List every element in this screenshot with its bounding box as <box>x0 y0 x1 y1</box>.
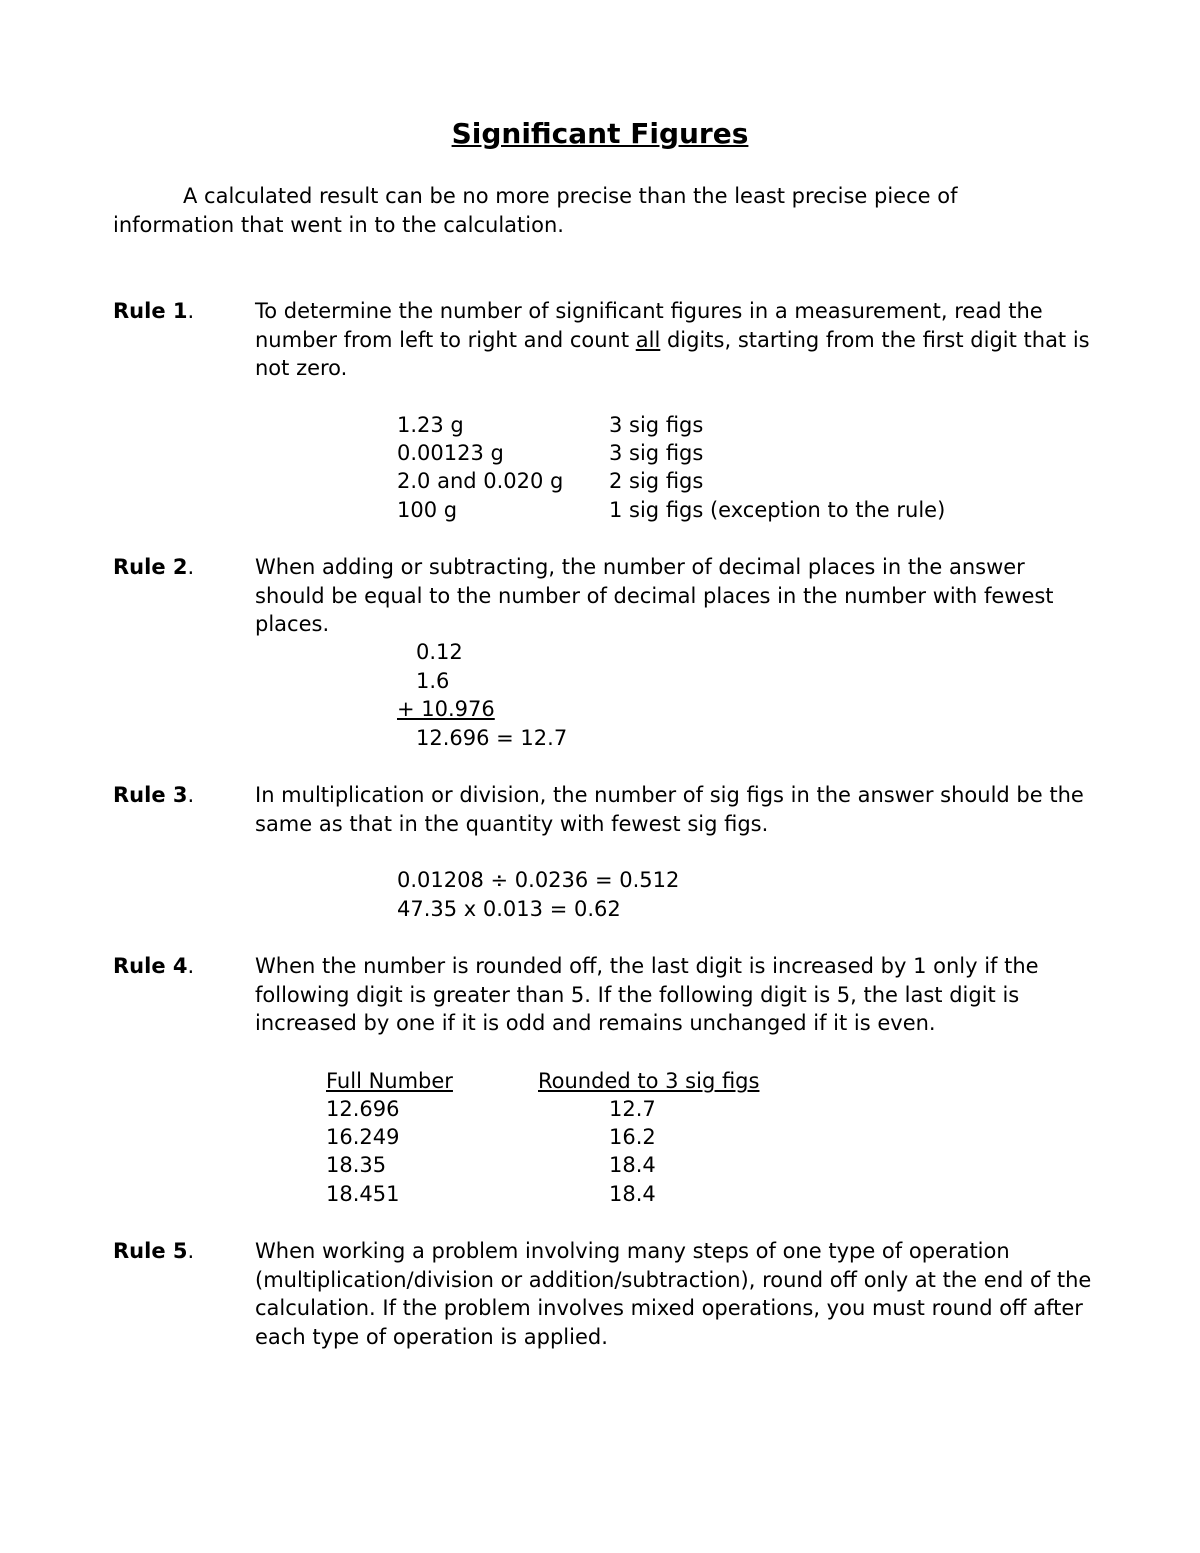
underlined-word: all <box>635 327 661 352</box>
table-cell: 18.4 <box>609 1153 656 1177</box>
page-title: Significant Figures <box>451 117 749 150</box>
rule-3-text: In multiplication or division, the number of sig figs in the answer should be the same as that in the quantity with fewest sig figs. <box>255 783 1084 836</box>
table-cell: 16.249 <box>326 1125 400 1149</box>
rule-2-text: When adding or subtracting, the number of decimal places in the answer should be equal to the number of decimal places in the number with fewest places. <box>255 555 1054 636</box>
addend-last: + 10.976 <box>397 697 495 721</box>
addend: 0.12 <box>416 640 463 664</box>
table-cell: 16.2 <box>609 1125 656 1149</box>
table-cell: 18.451 <box>326 1182 400 1206</box>
rule-2-label: Rule 2. <box>113 555 195 579</box>
example-result: 3 sig figs <box>609 441 704 465</box>
rule-5-label: Rule 5. <box>113 1239 195 1263</box>
rule-5-text: When working a problem involving many steps of one type of operation (multiplication/division or addition/subtraction), round off only at the end of the calculation. If the problem involves mixed operations, you must round off after each type of operation is applied. <box>255 1239 1092 1349</box>
table-cell: 18.35 <box>326 1153 387 1177</box>
table-cell: 18.4 <box>609 1182 656 1206</box>
addend: 1.6 <box>416 669 450 693</box>
equation: 0.01208 ÷ 0.0236 = 0.512 <box>397 868 680 892</box>
example-result: 2 sig figs <box>609 469 704 493</box>
table-header: Rounded to 3 sig figs <box>538 1069 760 1093</box>
rule-3-label: Rule 3. <box>113 783 195 807</box>
rule-4-text: When the number is rounded off, the last digit is increased by 1 only if the following digit is greater than 5. If the following digit is 5, the last digit is increased by one if it is odd and remains unchanged if it is even. <box>255 954 1039 1035</box>
example-result: 1 sig figs (exception to the rule) <box>609 498 946 522</box>
table-cell: 12.7 <box>609 1097 656 1121</box>
example-value: 100 g <box>397 498 458 522</box>
sum-result: 12.696 = 12.7 <box>416 726 568 750</box>
equation: 47.35 x 0.013 = 0.62 <box>397 897 621 921</box>
example-value: 1.23 g <box>397 413 464 437</box>
rule-1-text: To determine the number of significant figures in a measurement, read the number from left to right and count all digits, starting from the first digit that is not zero. <box>255 299 1090 380</box>
rule-1-label: Rule 1. <box>113 299 195 323</box>
example-value: 2.0 and 0.020 g <box>397 469 564 493</box>
rule-4-label: Rule 4. <box>113 954 195 978</box>
table-cell: 12.696 <box>326 1097 400 1121</box>
table-header: Full Number <box>326 1069 453 1093</box>
example-value: 0.00123 g <box>397 441 504 465</box>
example-result: 3 sig figs <box>609 413 704 437</box>
intro-paragraph: A calculated result can be no more precise than the least precise piece of information that went in to the calculation. <box>113 184 958 237</box>
